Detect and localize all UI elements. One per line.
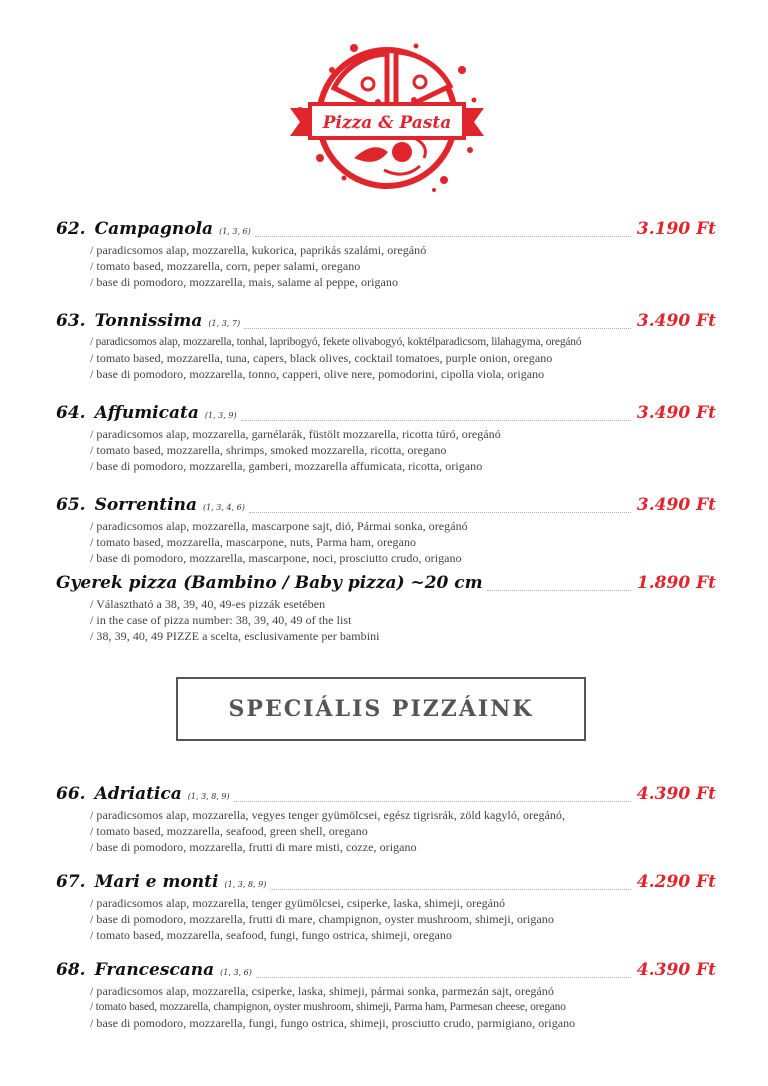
menu-item-67: [56, 872, 716, 943]
menu-item-68: [56, 960, 716, 1031]
special-pizzas-heading-box: [176, 677, 586, 741]
item-number: 63.: [56, 311, 86, 331]
description-line: / base di pomodoro, mozzarella, mais, salame al peppe, origano: [90, 275, 398, 289]
item-price: 3.190 Ft: [636, 219, 716, 239]
menu-item-66: [56, 784, 716, 855]
description-line: / base di pomodoro, mozzarella, frutti di mare misti, cozze, origano: [90, 840, 417, 854]
item-number: 64.: [56, 403, 86, 423]
item-description: [56, 807, 716, 855]
description-line: / paradicsomos alap, mozzarella, vegyes tenger gyümölcsei, egész tigrisrák, zöld kagyló, oregánó,: [90, 808, 566, 822]
item-price: 4.390 Ft: [636, 960, 716, 980]
menu-item-kids-pizza: [56, 573, 716, 644]
description-line: / paradicsomos alap, mozzarella, tenger gyümölcsei, csiperke, laska, shimeji, oregánó: [90, 896, 506, 910]
description-line: / tomato based, mozzarella, champignon, oyster mushroom, shimeji, Parma ham, Parmesan cheese, oregano: [90, 1001, 566, 1013]
item-number: 68.: [56, 960, 86, 980]
item-price: 1.890 Ft: [636, 573, 716, 593]
item-allergens: (1, 3, 9): [204, 411, 237, 420]
item-name: Affumicata: [94, 403, 199, 423]
item-name: Francescana: [94, 960, 215, 980]
item-name: Adriatica: [94, 784, 182, 804]
item-name: Gyerek pizza (Bambino / Baby pizza) ~20 cm: [56, 573, 483, 593]
description-line: / tomato based, mozzarella, tuna, capers, black olives, cocktail tomatoes, purple onion, oregano: [90, 351, 553, 365]
description-line: / tomato based, mozzarella, mascarpone, nuts, Parma ham, oregano: [90, 535, 417, 549]
menu-item-65: [56, 495, 716, 566]
dot-leader: [256, 976, 631, 978]
menu-item-63: [56, 311, 716, 382]
dot-leader: [487, 589, 631, 591]
pizza-pasta-logo: [284, 40, 490, 200]
dot-leader: [249, 511, 631, 513]
special-pizzas-heading: SPECIÁLIS PIZZÁINK: [228, 696, 534, 722]
item-description: [56, 518, 716, 566]
item-allergens: (1, 3, 6): [219, 227, 251, 236]
description-line: / tomato based, mozzarella, corn, peper salami, oregano: [90, 259, 361, 273]
description-line: / base di pomodoro, mozzarella, tonno, capperi, olive nere, pomodorini, cipolla viola, origano: [90, 367, 545, 381]
dot-leader: [244, 327, 631, 329]
dot-leader: [241, 419, 631, 421]
description-line: / base di pomodoro, mozzarella, gamberi, mozzarella affumicata, ricotta, origano: [90, 459, 483, 473]
item-description: [56, 596, 716, 644]
description-line: / paradicsomos alap, mozzarella, garnélarák, füstölt mozzarella, ricotta túró, oregánó: [90, 427, 501, 441]
description-line: / paradicsomos alap, mozzarella, tonhal, lapribogyó, fekete olivabogyó, koktélparadicsom, lilahagyma, oregánó: [90, 336, 582, 348]
description-line: / tomato based, mozzarella, seafood, green shell, oregano: [90, 824, 368, 838]
item-allergens: (1, 3, 8, 9): [224, 880, 267, 889]
item-price: 4.290 Ft: [636, 872, 716, 892]
description-line: / base di pomodoro, mozzarella, fungi, fungo ostrica, shimeji, prosciutto crudo, parmigiano, origano: [90, 1016, 576, 1030]
item-description: [56, 242, 716, 290]
item-allergens: (1, 3, 8, 9): [187, 792, 230, 801]
item-number: 62.: [56, 219, 86, 239]
dot-leader: [255, 235, 631, 237]
item-allergens: (1, 3, 7): [208, 319, 241, 328]
item-name: Sorrentina: [94, 495, 197, 515]
description-line: / paradicsomos alap, mozzarella, mascarpone sajt, dió, Pármai sonka, oregánó: [90, 519, 468, 533]
description-line: / tomato based, mozzarella, shrimps, smoked mozzarella, ricotta, oregano: [90, 443, 447, 457]
item-name: Mari e monti: [94, 872, 219, 892]
description-line: / base di pomodoro, mozzarella, mascarpone, noci, prosciutto crudo, origano: [90, 551, 462, 565]
description-line: / paradicsomos alap, mozzarella, csiperke, laska, shimeji, pármai sonka, parmezán sajt, oregánó: [90, 984, 554, 998]
description-line: / Választható a 38, 39, 40, 49-es pizzák esetében: [90, 597, 326, 611]
item-description: [56, 334, 716, 382]
item-name: Tonnissima: [94, 311, 203, 331]
logo-text: Pizza & Pasta: [322, 113, 452, 133]
dot-leader: [234, 800, 631, 802]
item-allergens: (1, 3, 4, 6): [202, 503, 245, 512]
item-price: 3.490 Ft: [636, 311, 716, 331]
item-number: 67.: [56, 872, 86, 892]
description-line: / tomato based, mozzarella, seafood, fungi, fungo ostrica, shimeji, oregano: [90, 928, 452, 942]
description-line: / base di pomodoro, mozzarella, frutti di mare, champignon, oyster mushroom, shimeji, origano: [90, 912, 554, 926]
description-line: / in the case of pizza number: 38, 39, 40, 49 of the list: [90, 613, 352, 627]
item-description: [56, 426, 716, 474]
item-name: Campagnola: [94, 219, 214, 239]
description-line: / paradicsomos alap, mozzarella, kukorica, paprikás szalámi, oregánó: [90, 243, 427, 257]
item-number: 66.: [56, 784, 86, 804]
description-line: / 38, 39, 40, 49 PIZZE a scelta, esclusivamente per bambini: [90, 629, 380, 643]
menu-item-64: [56, 403, 716, 474]
menu-item-62: [56, 219, 716, 290]
item-price: 3.490 Ft: [636, 495, 716, 515]
item-description: [56, 895, 716, 943]
item-price: 4.390 Ft: [636, 784, 716, 804]
item-number: 65.: [56, 495, 86, 515]
dot-leader: [270, 888, 631, 890]
item-price: 3.490 Ft: [636, 403, 716, 423]
item-description: [56, 983, 716, 1031]
item-allergens: (1, 3, 6): [220, 968, 252, 977]
